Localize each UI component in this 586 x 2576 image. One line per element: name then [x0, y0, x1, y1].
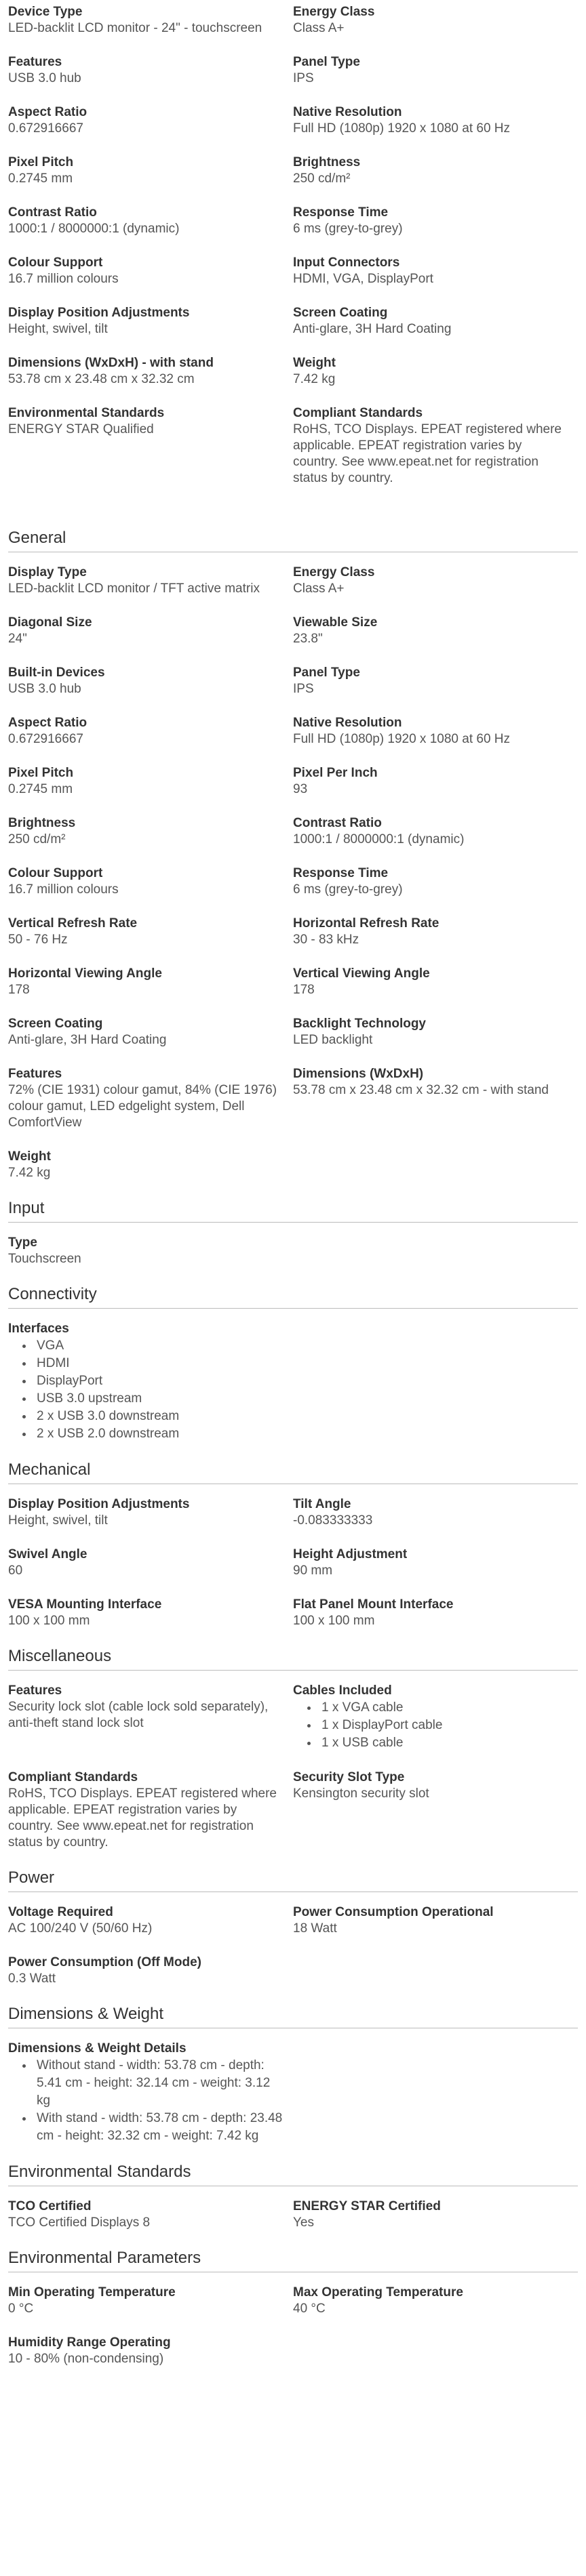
spec-label: TCO Certified [8, 2199, 92, 2213]
spec-item-dimensions-details [8, 2041, 578, 2145]
spec-item-pixel-pitch [8, 765, 293, 798]
spec-item-tilt-angle [293, 1496, 578, 1529]
spec-value: 60 [8, 1563, 23, 1578]
spec-value: 40 °C [293, 2302, 326, 2316]
spec-label: Features [8, 55, 62, 69]
mechanical-section [8, 1460, 578, 1647]
spec-value: Class A+ [293, 21, 345, 35]
spec-label: Pixel Pitch [8, 155, 74, 169]
spec-label: Environmental Standards [8, 406, 165, 420]
power-section [8, 1868, 578, 2005]
spec-value: USB 3.0 hub [8, 682, 81, 696]
spec-label: Native Resolution [293, 716, 402, 730]
spec-item-dimensions-wxdxh-with-stand [8, 355, 293, 388]
spec-item-height-adjustment [293, 1547, 578, 1579]
spec-value: 16.7 million colours [8, 882, 119, 897]
spec-label: Height Adjustment [293, 1547, 408, 1561]
spec-value: 6 ms (grey-to-grey) [293, 882, 403, 897]
general-section [8, 529, 578, 1199]
spec-label: Features [8, 1067, 62, 1081]
spec-value: 178 [293, 983, 315, 997]
spec-value: Full HD (1080p) 1920 x 1080 at 60 Hz [293, 732, 511, 746]
list-item: • USB 3.0 upstream [34, 1390, 564, 1408]
spec-item-power-consumption-operational [293, 1904, 578, 1937]
spec-value: 30 - 83 kHz [293, 933, 359, 947]
spec-label: Compliant Standards [293, 406, 423, 420]
spec-item-features [8, 1066, 293, 1131]
spec-value: 90 mm [293, 1563, 333, 1578]
spec-value: Anti-glare, 3H Hard Coating [8, 1033, 167, 1047]
environmental-standards-section [8, 2163, 578, 2249]
spec-item-humidity-range-operating [8, 2335, 293, 2367]
spec-item-interfaces [8, 1321, 578, 1443]
spec-item-diagonal-size [8, 615, 293, 647]
spec-item-vesa-mounting-interface [8, 1597, 293, 1629]
spec-value: USB 3.0 hub [8, 71, 81, 85]
spec-item-response-time [293, 205, 578, 237]
spec-label: Min Operating Temperature [8, 2285, 176, 2299]
spec-item-device-type [8, 4, 293, 37]
mechanical-grid [8, 1496, 578, 1647]
spec-item-contrast-ratio [8, 205, 293, 237]
spec-label: Vertical Refresh Rate [8, 916, 138, 931]
spec-value: 16.7 million colours [8, 272, 119, 286]
spec-label: Panel Type [293, 666, 360, 680]
spec-item-horizontal-refresh-rate [293, 916, 578, 948]
spec-label: Screen Coating [293, 306, 388, 320]
spec-item-response-time [293, 865, 578, 898]
miscellaneous-grid [8, 1683, 578, 1868]
spec-label: Interfaces [8, 1322, 69, 1336]
list-item: • DisplayPort [34, 1372, 564, 1390]
spec-item-compliant-standards [8, 1770, 293, 1851]
spec-value: 1000:1 / 8000000:1 (dynamic) [8, 222, 180, 236]
spec-value: IPS [293, 682, 314, 696]
spec-item-energy-star-certified [293, 2199, 578, 2231]
environmental-standards-grid [8, 2199, 578, 2249]
spec-label: Dimensions (WxDxH) [293, 1067, 424, 1081]
spec-label: Pixel Pitch [8, 766, 74, 780]
spec-value: 250 cd/m² [293, 171, 351, 186]
input-grid [8, 1235, 578, 1285]
list-item: • VGA [34, 1337, 564, 1355]
spec-label: Colour Support [8, 866, 103, 880]
spec-label: Compliant Standards [8, 1770, 138, 1784]
spec-item-power-consumption-off-mode [8, 1955, 293, 1987]
section-title-mechanical: Mechanical [8, 1460, 578, 1484]
spec-label: Aspect Ratio [8, 105, 87, 119]
spec-item-brightness [293, 155, 578, 187]
spec-label: Display Position Adjustments [8, 306, 190, 320]
list-item: • 1 x USB cable [319, 1734, 564, 1752]
dimensions-section [8, 2005, 578, 2163]
spec-label: Energy Class [293, 5, 375, 19]
environmental-parameters-section [8, 2249, 578, 2385]
spec-label: Flat Panel Mount Interface [293, 1597, 454, 1612]
spec-value: 18 Watt [293, 1921, 337, 1936]
spec-item-features [8, 54, 293, 87]
spec-item-tco-certified [8, 2199, 293, 2231]
spec-value: Height, swivel, tilt [8, 1513, 108, 1528]
spec-item-display-position-adjustments [8, 1496, 293, 1529]
spec-label: Input Connectors [293, 255, 400, 270]
spec-label: Response Time [293, 205, 389, 220]
spec-label: Type [8, 1235, 37, 1250]
spec-label: Tilt Angle [293, 1497, 351, 1511]
spec-label: Cables Included [293, 1683, 392, 1698]
spec-value: 0.2745 mm [8, 782, 73, 796]
spec-value: Class A+ [293, 581, 345, 596]
spec-value: 0.2745 mm [8, 171, 73, 186]
spec-value: 1000:1 / 8000000:1 (dynamic) [293, 832, 465, 846]
spec-label: Swivel Angle [8, 1547, 87, 1561]
spec-value: LED-backlit LCD monitor - 24" - touchscreen [8, 21, 262, 35]
spec-item-contrast-ratio [293, 815, 578, 848]
spec-value: 0 °C [8, 2302, 34, 2316]
list-item: • 2 x USB 3.0 downstream [34, 1408, 564, 1425]
spec-value: 6 ms (grey-to-grey) [293, 222, 403, 236]
spec-value: Kensington security slot [293, 1786, 429, 1801]
spec-value: Touchscreen [8, 1252, 81, 1266]
spec-value: 7.42 kg [8, 1166, 51, 1180]
spec-item-display-position-adjustments [8, 305, 293, 338]
spec-value: AC 100/240 V (50/60 Hz) [8, 1921, 153, 1936]
spec-item-backlight-technology [293, 1016, 578, 1048]
spec-label: Aspect Ratio [8, 716, 87, 730]
spec-label: Weight [8, 1149, 51, 1164]
dimensions-grid [8, 2041, 578, 2163]
list-item: • With stand - width: 53.78 cm - depth: 23.48 cm - height: 32.32 cm - weight: 7.42 kg [34, 2110, 286, 2145]
spec-value: ENERGY STAR Qualified [8, 422, 154, 436]
spec-label: Diagonal Size [8, 615, 92, 630]
section-title-environmental-parameters: Environmental Parameters [8, 2249, 578, 2272]
spec-item-vertical-refresh-rate [8, 916, 293, 948]
spec-item-pixel-per-inch [293, 765, 578, 798]
spec-item-horizontal-viewing-angle [8, 966, 293, 998]
spec-item-pixel-pitch [8, 155, 293, 187]
spec-item-input-connectors [293, 255, 578, 287]
spec-item-security-slot-type [293, 1770, 578, 1851]
spec-item-dimensions-wxdxh [293, 1066, 578, 1131]
spec-value: HDMI, VGA, DisplayPort [293, 272, 433, 286]
list-item: • HDMI [34, 1355, 564, 1372]
spec-item-native-resolution [293, 715, 578, 748]
spec-value: 178 [8, 983, 30, 997]
section-title-input: Input [8, 1199, 578, 1223]
spec-label: Horizontal Refresh Rate [293, 916, 440, 931]
section-title-general: General [8, 529, 578, 552]
spec-label: Colour Support [8, 255, 103, 270]
connectivity-grid [8, 1321, 578, 1460]
spec-item-energy-class [293, 4, 578, 37]
spec-item-max-operating-temperature [293, 2285, 578, 2317]
spec-label: Built-in Devices [8, 666, 105, 680]
section-title-miscellaneous: Miscellaneous [8, 1647, 578, 1671]
spec-item-viewable-size [293, 615, 578, 647]
spec-item-energy-class [293, 565, 578, 597]
spec-label: Security Slot Type [293, 1770, 405, 1784]
spec-label: Horizontal Viewing Angle [8, 966, 162, 981]
input-section [8, 1199, 578, 1285]
spec-item-colour-support [8, 865, 293, 898]
spec-label: Brightness [8, 816, 76, 830]
spec-label: Dimensions & Weight Details [8, 2041, 187, 2056]
spec-item-flat-panel-mount-interface [293, 1597, 578, 1629]
spec-label: Viewable Size [293, 615, 378, 630]
spec-label: Backlight Technology [293, 1017, 427, 1031]
spec-item-built-in-devices [8, 665, 293, 697]
spec-label: Weight [293, 356, 336, 370]
spec-item-min-operating-temperature [8, 2285, 293, 2317]
spec-label: Native Resolution [293, 105, 402, 119]
spec-item-colour-support [8, 255, 293, 287]
spec-value: 72% (CIE 1931) colour gamut, 84% (CIE 1976) colour gamut, LED edgelight system, Dell ComfortView [8, 1083, 277, 1130]
spec-item-weight [293, 355, 578, 388]
spec-item-display-type [8, 565, 293, 597]
spec-item-swivel-angle [8, 1547, 293, 1579]
section-title-environmental-standards: Environmental Standards [8, 2163, 578, 2186]
spec-value: 50 - 76 Hz [8, 933, 68, 947]
spec-label: Pixel Per Inch [293, 766, 378, 780]
interfaces-list [8, 1337, 564, 1443]
spec-label: Features [8, 1683, 62, 1698]
spec-value: Security lock slot (cable lock sold separately), anti-theft stand lock slot [8, 1700, 269, 1730]
spec-value: 53.78 cm x 23.48 cm x 32.32 cm [8, 372, 195, 386]
power-grid [8, 1904, 578, 2005]
summary-grid [8, 4, 578, 504]
list-item: • 1 x DisplayPort cable [319, 1717, 564, 1734]
spec-label: Energy Class [293, 565, 375, 579]
spec-item-compliant-standards [293, 405, 578, 487]
dimensions-list [8, 2057, 286, 2145]
spec-value: 24" [8, 632, 27, 646]
spec-item-aspect-ratio [8, 104, 293, 137]
spec-value: Full HD (1080p) 1920 x 1080 at 60 Hz [293, 121, 511, 136]
spec-label: Max Operating Temperature [293, 2285, 463, 2299]
spec-item-native-resolution [293, 104, 578, 137]
general-grid [8, 565, 578, 1199]
spec-label: Contrast Ratio [293, 816, 382, 830]
spec-value: 7.42 kg [293, 372, 336, 386]
spec-value: 100 x 100 mm [8, 1614, 90, 1628]
spec-value: 0.672916667 [8, 121, 83, 136]
spec-value: LED backlight [293, 1033, 373, 1047]
spec-value: IPS [293, 71, 314, 85]
spec-value: Height, swivel, tilt [8, 322, 108, 336]
connectivity-section [8, 1285, 578, 1460]
spec-value: TCO Certified Displays 8 [8, 2215, 151, 2230]
summary-section [8, 4, 578, 504]
spec-value: Anti-glare, 3H Hard Coating [293, 322, 452, 336]
spec-item-panel-type [293, 665, 578, 697]
spec-item-cables-included [293, 1683, 578, 1752]
spec-label: Display Position Adjustments [8, 1497, 190, 1511]
spec-label: Panel Type [293, 55, 360, 69]
spec-item-aspect-ratio [8, 715, 293, 748]
spec-item-panel-type [293, 54, 578, 87]
spec-label: Humidity Range Operating [8, 2335, 171, 2350]
spec-item-screen-coating [8, 1016, 293, 1048]
spec-value: RoHS, TCO Displays. EPEAT registered where applicable. EPEAT registration varies by country. See www.epeat.net for registration status by country. [293, 422, 562, 485]
spec-label: Vertical Viewing Angle [293, 966, 430, 981]
spec-label: ENERGY STAR Certified [293, 2199, 441, 2213]
spec-value: 250 cd/m² [8, 832, 66, 846]
spec-item-environmental-standards [8, 405, 293, 487]
list-item: • Without stand - width: 53.78 cm - depth: 5.41 cm - height: 32.14 cm - weight: 3.12 kg [34, 2057, 286, 2110]
spec-value: LED-backlit LCD monitor / TFT active matrix [8, 581, 260, 596]
spec-label: Power Consumption (Off Mode) [8, 1955, 201, 1969]
spec-label: Brightness [293, 155, 361, 169]
spec-label: Contrast Ratio [8, 205, 97, 220]
spec-item-brightness [8, 815, 293, 848]
section-title-connectivity: Connectivity [8, 1285, 578, 1309]
spec-value: 0.672916667 [8, 732, 83, 746]
spec-item-voltage-required [8, 1904, 293, 1937]
spec-label: VESA Mounting Interface [8, 1597, 162, 1612]
spec-item-weight [8, 1149, 293, 1181]
spec-value: Yes [293, 2215, 314, 2230]
spec-label: Dimensions (WxDxH) - with stand [8, 356, 214, 370]
spec-label: Device Type [8, 5, 83, 19]
miscellaneous-section [8, 1647, 578, 1868]
spec-value: 53.78 cm x 23.48 cm x 32.32 cm - with stand [293, 1083, 549, 1097]
environmental-parameters-grid [8, 2285, 578, 2385]
spec-value: -0.083333333 [293, 1513, 373, 1528]
spec-label: Voltage Required [8, 1905, 113, 1919]
section-title-power: Power [8, 1868, 578, 1892]
spec-value: 100 x 100 mm [293, 1614, 375, 1628]
spec-value: RoHS, TCO Displays. EPEAT registered where applicable. EPEAT registration varies by country. See www.epeat.net for registration status by country. [8, 1786, 277, 1849]
spec-label: Response Time [293, 866, 389, 880]
list-item: • 2 x USB 2.0 downstream [34, 1425, 564, 1443]
spec-item-features [8, 1683, 293, 1752]
spec-value: 23.8" [293, 632, 323, 646]
cables-list [293, 1699, 564, 1752]
spec-item-vertical-viewing-angle [293, 966, 578, 998]
spec-item-screen-coating [293, 305, 578, 338]
spec-label: Screen Coating [8, 1017, 103, 1031]
section-title-dimensions: Dimensions & Weight [8, 2005, 578, 2028]
spec-value: 10 - 80% (non-condensing) [8, 2352, 164, 2366]
spec-item-type [8, 1235, 293, 1267]
spec-value: 0.3 Watt [8, 1971, 56, 1986]
spec-value: 93 [293, 782, 308, 796]
spec-label: Display Type [8, 565, 87, 579]
spec-label: Power Consumption Operational [293, 1905, 494, 1919]
list-item: • 1 x VGA cable [319, 1699, 564, 1717]
